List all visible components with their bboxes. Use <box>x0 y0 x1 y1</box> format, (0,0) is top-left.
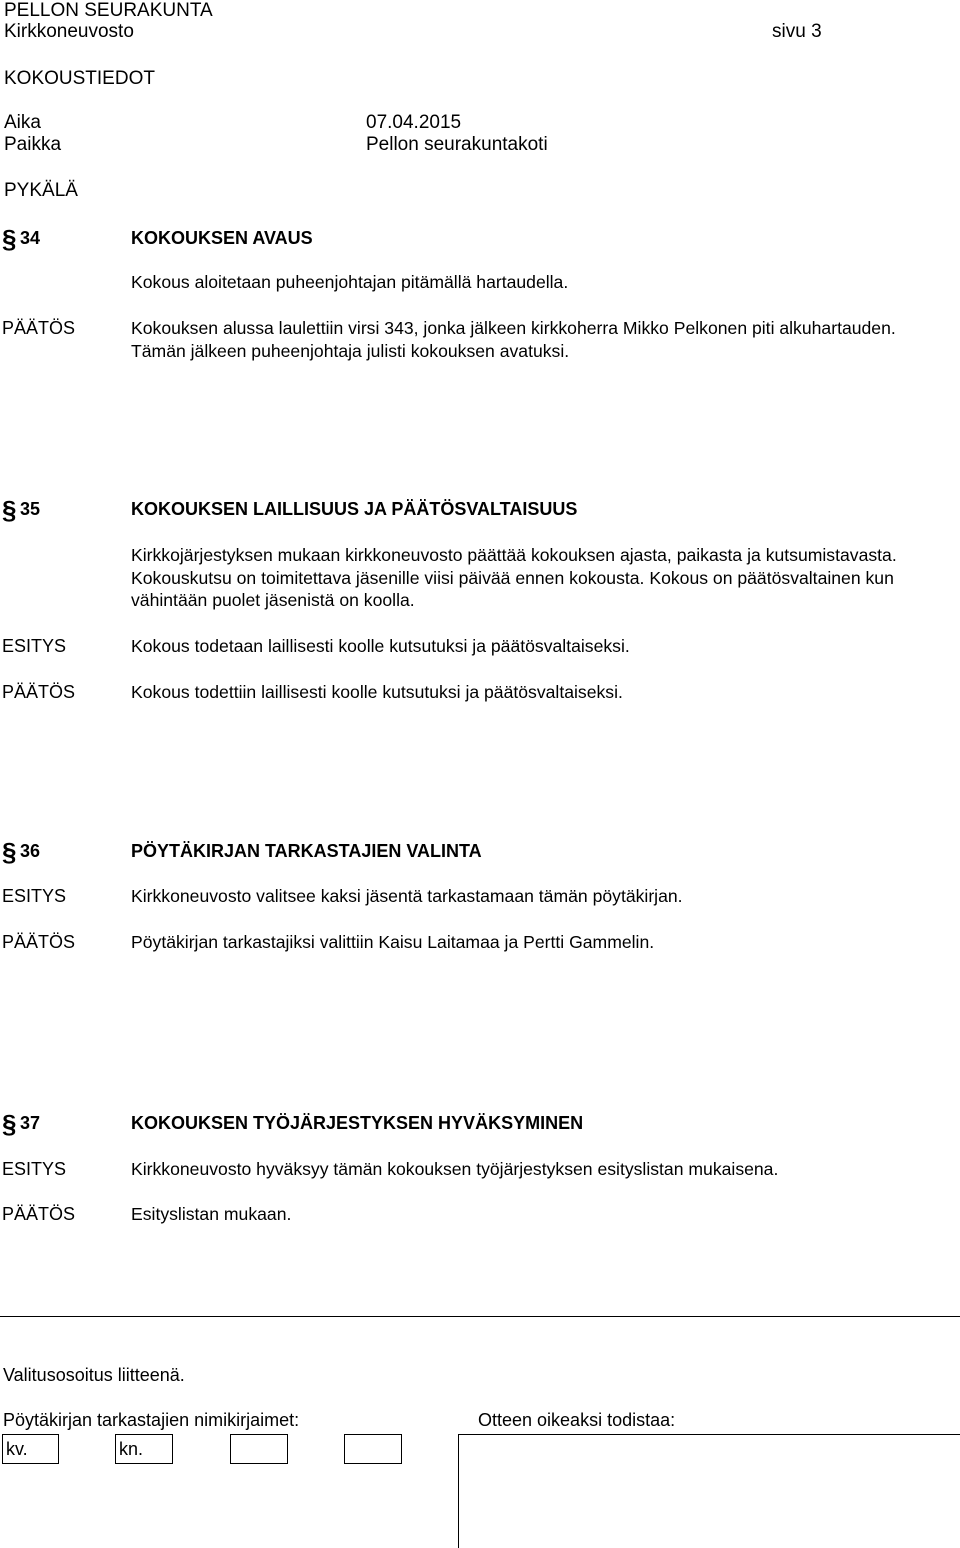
proposal-text: Kirkkoneuvosto valitsee kaksi jäsentä tarkastamaan tämän pöytäkirjan. <box>131 886 683 906</box>
section-sign-icon: § <box>2 495 17 525</box>
certification-box <box>458 1434 960 1548</box>
proposal-text: Kirkkoneuvosto hyväksyy tämän kokouksen työjärjestyksen esityslistan mukaisena. <box>131 1159 779 1179</box>
organization-name: PELLON SEURAKUNTA <box>4 0 213 21</box>
section-title: KOKOUKSEN TYÖJÄRJESTYKSEN HYVÄKSYMINEN <box>131 1113 584 1133</box>
footer-divider <box>0 1316 960 1317</box>
appeal-note: Valitusosoitus liitteenä. <box>3 1365 185 1385</box>
section-sign-icon: § <box>2 837 17 867</box>
decision-text: Kokous todettiin laillisesti koolle kutsutuksi ja päätösvaltaiseksi. <box>131 682 623 702</box>
proposal-label: ESITYS <box>2 886 67 906</box>
section-title: KOKOUKSEN LAILLISUUS JA PÄÄTÖSVALTAISUUS <box>131 499 578 519</box>
decision-text: Kokouksen alussa laulettiin virsi 343, jonka jälkeen kirkkoherra Mikko Pelkonen piti alkuhartauden. Tämän jälkeen puheenjohtaja julisti kokouksen avatuksi. <box>131 318 896 361</box>
place-value: Pellon seurakuntakoti <box>366 134 548 155</box>
initials-label: Pöytäkirjan tarkastajien nimikirjaimet: <box>3 1410 300 1430</box>
section-title: KOKOUKSEN AVAUS <box>131 228 313 248</box>
section-number: 35 <box>20 499 41 519</box>
governing-body: Kirkkoneuvosto <box>4 21 134 42</box>
place-label: Paikka <box>4 134 62 155</box>
section-title: PÖYTÄKIRJAN TARKASTAJIEN VALINTA <box>131 841 482 861</box>
initials-box-chair: kv. <box>2 1434 59 1464</box>
section-intro: Kirkkojärjestyksen mukaan kirkkoneuvosto päättää kokouksen ajasta, paikasta ja kutsumistavasta. Kokouskutsu on toimitettava jäsenille viisi päivää ennen kokousta. Kokous on päätösvaltainen kun vähintään puolet jäsenistä on koolla. <box>131 545 897 611</box>
initials-box-secretary: kn. <box>115 1434 173 1464</box>
section-sign-icon: § <box>2 224 17 254</box>
section-intro: Kokous aloitetaan puheenjohtajan pitämällä hartaudella. <box>131 272 569 292</box>
section-number: 34 <box>20 228 41 248</box>
time-label: Aika <box>4 112 41 133</box>
decision-label: PÄÄTÖS <box>2 932 76 952</box>
section-number: 37 <box>20 1113 41 1133</box>
initials-box-inspector-2 <box>344 1434 402 1464</box>
proposal-text: Kokous todetaan laillisesti koolle kutsutuksi ja päätösvaltaiseksi. <box>131 636 630 656</box>
initials-box-inspector-1 <box>230 1434 288 1464</box>
time-value: 07.04.2015 <box>366 112 462 133</box>
decision-label: PÄÄTÖS <box>2 682 76 702</box>
proposal-label: ESITYS <box>2 1159 67 1179</box>
certify-label: Otteen oikeaksi todistaa: <box>478 1410 676 1430</box>
section-sign-icon: § <box>2 1109 17 1139</box>
decision-text: Pöytäkirjan tarkastajiksi valittiin Kaisu Laitamaa ja Pertti Gammelin. <box>131 932 655 952</box>
meeting-info-title: KOKOUSTIEDOT <box>4 68 155 89</box>
decision-text: Esityslistan mukaan. <box>131 1204 292 1224</box>
section-number: 36 <box>20 841 41 861</box>
proposal-label: ESITYS <box>2 636 67 656</box>
page-number: sivu 3 <box>772 21 822 42</box>
decision-label: PÄÄTÖS <box>2 1204 76 1224</box>
decision-label: PÄÄTÖS <box>2 318 76 338</box>
paragraph-column-label: PYKÄLÄ <box>4 180 78 201</box>
